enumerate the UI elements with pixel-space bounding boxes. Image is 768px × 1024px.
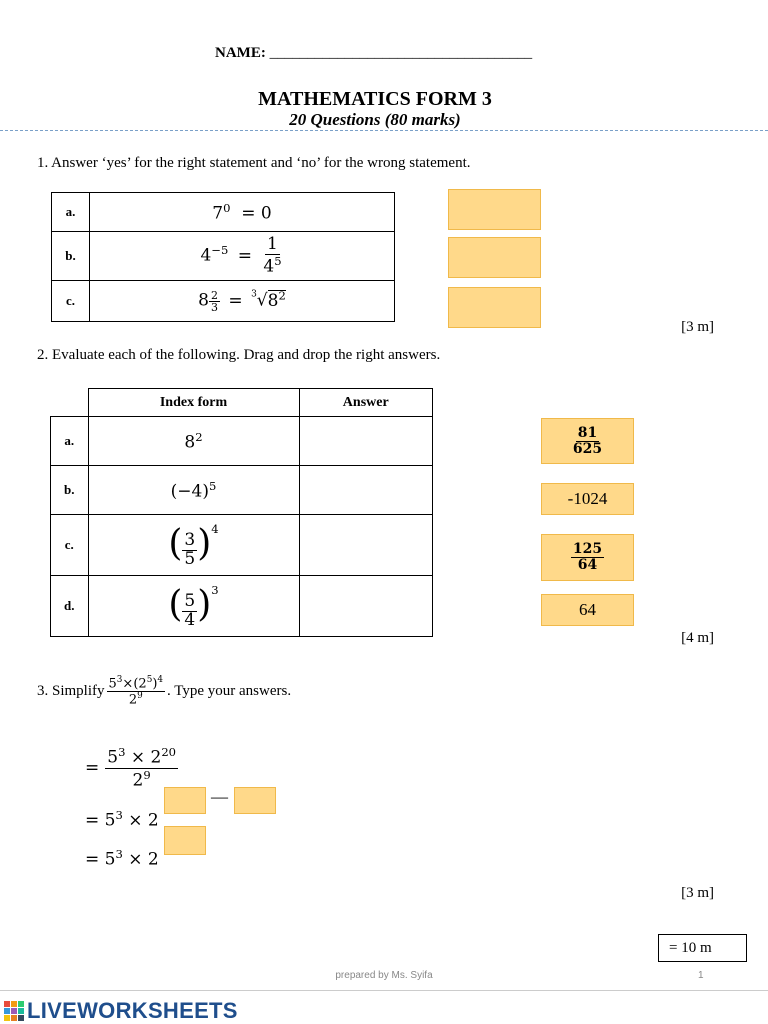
q3-exponent-input-2[interactable] bbox=[234, 787, 276, 814]
q2-header-answer: Answer bbox=[299, 389, 433, 417]
q1-answer-input-b[interactable] bbox=[448, 237, 541, 278]
q2-row-label: a. bbox=[51, 417, 89, 466]
fraction: $\frac{3}{5}$ bbox=[184, 529, 196, 569]
q2-expr-a: $8^2$ bbox=[88, 417, 299, 466]
q1-statement-c: 8 $\frac{2}{3}$ = $^3√8^2$ bbox=[90, 281, 395, 322]
q2-row-label: b. bbox=[51, 466, 89, 515]
q2-prompt: 2. Evaluate each of the following. Drag and drop the right answers. bbox=[37, 347, 441, 363]
q2-header-row bbox=[51, 389, 433, 417]
q2-row-label: d. bbox=[51, 576, 89, 637]
logo-blocks-icon bbox=[4, 1001, 24, 1021]
total-marks-box: = 10 m bbox=[658, 934, 747, 962]
q3-prompt-start: 3. Simplify bbox=[37, 682, 105, 699]
q3-prompt bbox=[37, 676, 291, 707]
q1-row-label: b. bbox=[52, 232, 90, 281]
q1-row-label: c. bbox=[52, 281, 90, 322]
q1-statement-a: $7^0 = 0$ bbox=[90, 193, 395, 232]
q1-statement-b: $4^{-5}$ = $\frac{1}{4^5}$ bbox=[90, 232, 395, 281]
name-label: NAME: bbox=[215, 45, 266, 61]
fraction: $\frac{5^3 \times 2^{20}}{2^9}$ bbox=[107, 745, 177, 791]
q2-row-a bbox=[51, 417, 433, 466]
q2-row-c bbox=[51, 515, 433, 576]
q2-row-b bbox=[51, 466, 433, 515]
q1-answer-input-c[interactable] bbox=[448, 287, 541, 328]
page-title: MATHEMATICS FORM 3 bbox=[258, 88, 492, 110]
q3-marks: [3 m] bbox=[681, 885, 714, 901]
q3-prompt-end: . Type your answers. bbox=[167, 682, 292, 699]
q3-step2: = $5^3 \times 2$ bbox=[85, 808, 159, 831]
q2-header-index: Index form bbox=[88, 389, 299, 417]
name-row bbox=[215, 45, 532, 62]
q2-drop-target-b[interactable] bbox=[299, 466, 433, 515]
q2-expr-b: $(-4)^5$ bbox=[88, 466, 299, 515]
q2-row-d bbox=[51, 576, 433, 637]
fraction: $\frac{125}{64}$ bbox=[572, 541, 603, 573]
q2-drop-target-c[interactable] bbox=[299, 515, 433, 576]
fractional-exponent: $\frac{2}{3}$ bbox=[211, 288, 218, 315]
q3-step1: = $\frac{5^3 \times 2^{20}}{2^9}$ bbox=[85, 745, 177, 791]
q2-drop-target-a[interactable] bbox=[299, 417, 433, 466]
name-blank: ___________________________________ bbox=[269, 45, 533, 61]
q2-choice-125-64[interactable] bbox=[541, 534, 634, 581]
q2-choice-81-625[interactable] bbox=[541, 418, 634, 464]
q1-prompt: 1. Answer ‘yes’ for the right statement and ‘no’ for the wrong statement. bbox=[37, 155, 471, 171]
q2-marks: [4 m] bbox=[681, 630, 714, 646]
radical-icon: √ bbox=[256, 290, 268, 311]
q2-row-label: c. bbox=[51, 515, 89, 576]
q2-expr-c: ( $\frac{3}{5}$ )$^4$ bbox=[88, 515, 299, 576]
q1-answer-input-a[interactable] bbox=[448, 189, 541, 230]
brand-name: LIVEWORKSHEETS bbox=[27, 998, 238, 1023]
page-number: 1 bbox=[698, 970, 704, 981]
q3-minus-sign: — bbox=[211, 787, 228, 806]
q1-row-a bbox=[52, 193, 395, 232]
page-subtitle: 20 Questions (80 marks) bbox=[289, 110, 461, 129]
dashed-divider bbox=[0, 130, 768, 131]
q3-expression: $\frac{5^3\times(2^5)^4}{2^9}$ bbox=[108, 675, 164, 708]
fraction: $\frac{5}{4}$ bbox=[184, 590, 196, 630]
q3-exponent-input-3[interactable] bbox=[164, 826, 206, 855]
q1-marks: [3 m] bbox=[681, 319, 714, 335]
empty-cell bbox=[51, 389, 89, 417]
q2-table bbox=[50, 388, 433, 637]
q1-row-c bbox=[52, 281, 395, 322]
footer-divider bbox=[0, 990, 768, 991]
q1-row-label: a. bbox=[52, 193, 90, 232]
q1-table bbox=[51, 192, 395, 322]
fraction: $\frac{1}{4^5}$ bbox=[263, 233, 282, 277]
liveworksheets-logo bbox=[4, 998, 238, 1024]
q3-exponent-input-1[interactable] bbox=[164, 787, 206, 814]
q2-drop-target-d[interactable] bbox=[299, 576, 433, 637]
q2-expr-d: ( $\frac{5}{4}$ )$^3$ bbox=[88, 576, 299, 637]
q2-choice-64[interactable]: 64 bbox=[541, 594, 634, 626]
q2-choice-neg1024[interactable]: -1024 bbox=[541, 483, 634, 515]
fraction: $\frac{81}{625}$ bbox=[572, 424, 603, 457]
q1-row-b bbox=[52, 232, 395, 281]
q3-step3: = $5^3 \times 2$ bbox=[85, 847, 159, 870]
prepared-by: prepared by Ms. Syifa bbox=[335, 970, 433, 981]
